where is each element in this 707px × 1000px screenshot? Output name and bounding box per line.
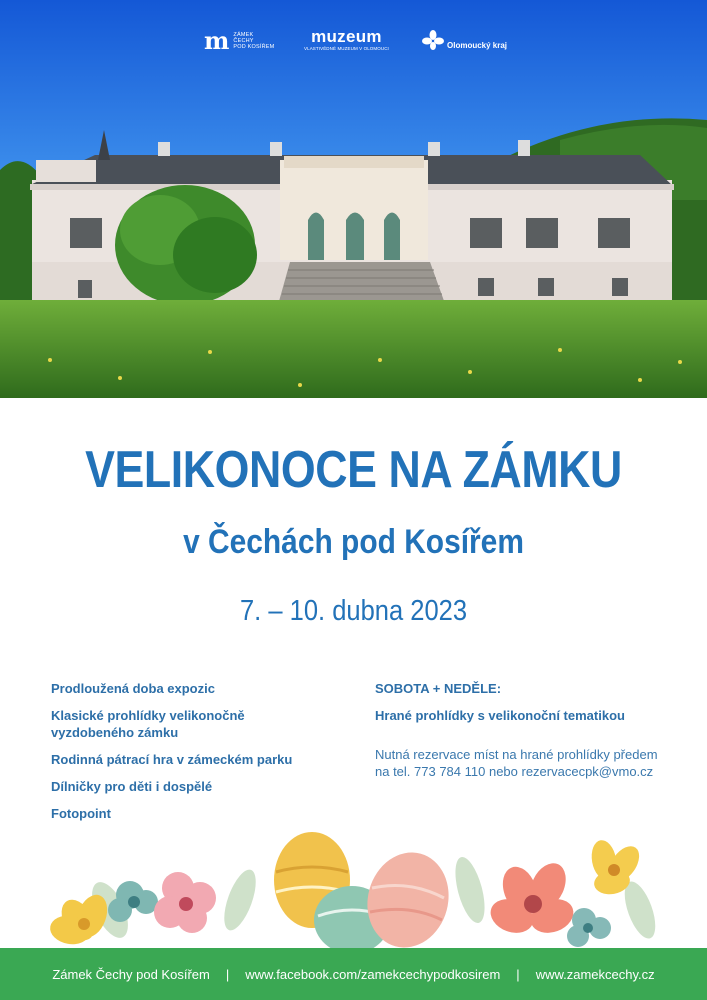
program-list <box>51 680 351 832</box>
event-date: 7. – 10. dubna 2023 <box>239 595 468 627</box>
weekend-program <box>375 680 675 780</box>
zamek-logo: m ZÁMEK ČECHY POD KOSÍŘEM <box>204 26 275 55</box>
olomoucky-kraj-logo: Olomoucký kraj <box>422 30 507 52</box>
footer-separator: | <box>516 966 520 982</box>
flower-yellow-left <box>48 891 113 948</box>
program-item: Dílničky pro děti i dospělé <box>51 779 213 794</box>
easter-decoration <box>0 820 707 948</box>
flower-pink <box>154 872 216 933</box>
program-item: Klasické prohlídky velikonočně vyzdobeného zámku <box>51 708 245 740</box>
meadow <box>0 300 707 398</box>
program-item: Fotopoint <box>51 806 111 821</box>
muzeum-logo: muzeum VLASTIVĚDNÉ MUZEUM V OLOMOUCI <box>304 27 389 51</box>
flower-teal-right <box>567 908 611 947</box>
program-item: Rodinná pátrací hra v zámeckém parku <box>51 752 293 767</box>
hero-photo <box>0 0 707 398</box>
zamek-logo-mark: m <box>204 26 230 55</box>
chateau-illustration <box>0 0 707 398</box>
program-item: Prodloužená doba expozic <box>51 681 215 696</box>
website-link[interactable]: www.zamekcechy.cz <box>535 966 655 982</box>
weekend-tour: Hrané prohlídky s velikonoční tematikou <box>375 708 625 723</box>
facebook-link[interactable]: www.facebook.com/zamekcechypodkosirem <box>245 966 501 982</box>
flower-teal <box>108 881 158 922</box>
eggs-and-flowers-illustration <box>0 820 707 948</box>
event-subtitle: v Čechách pod Kosířem <box>183 523 524 561</box>
weekend-heading: SOBOTA + NEDĚLE: <box>375 681 502 696</box>
flower-coral <box>486 857 578 938</box>
footer-bar <box>0 948 707 1000</box>
footer-separator: | <box>225 966 230 982</box>
flower-icon <box>422 30 444 52</box>
partner-logos <box>0 28 707 58</box>
footer-venue-name: Zámek Čechy pod Kosířem <box>52 966 210 982</box>
event-title: VELIKONOCE NA ZÁMKU <box>85 441 622 499</box>
reservation-note: Nutná rezervace míst na hrané prohlídky předem na tel. 773 784 110 nebo rezervacecpk@vmo.cz <box>375 747 658 779</box>
